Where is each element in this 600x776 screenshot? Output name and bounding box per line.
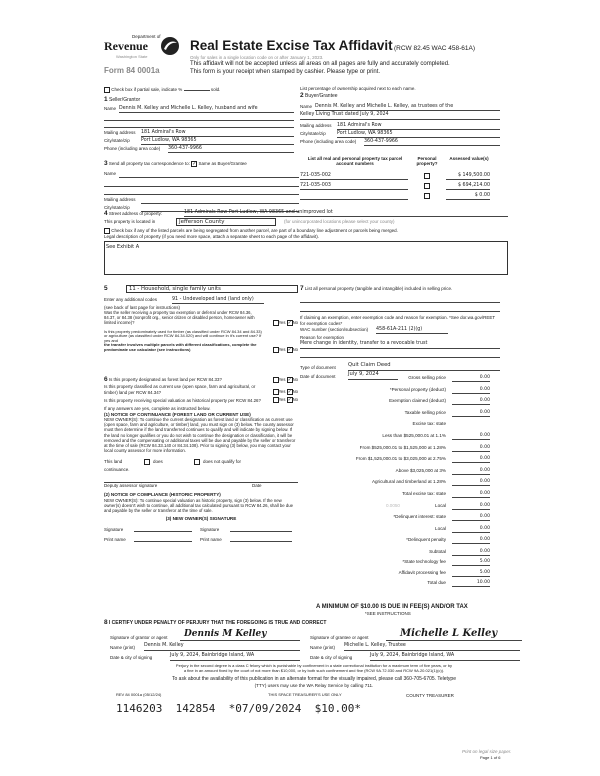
owner-print-name-label-1: Print name xyxy=(104,537,126,543)
no-label: No xyxy=(292,346,298,352)
fee-value-field[interactable]: 5.00 xyxy=(452,570,490,577)
grantee-date-field[interactable]: July 9, 2024, Bainbridge Island, WA xyxy=(370,653,520,661)
fee-row xyxy=(302,445,490,453)
assessed-value-field[interactable]: $ 149,500.00 xyxy=(446,173,490,180)
section-7 xyxy=(300,285,500,381)
does-not-checkbox[interactable] xyxy=(194,459,200,465)
wac-label: WAC number (section/subsection) xyxy=(300,326,369,332)
fee-label: Local xyxy=(435,525,446,531)
seller-name-label: Name xyxy=(104,105,117,111)
fee-value-field[interactable]: 0.00 xyxy=(452,549,490,556)
section-7-number: 7 xyxy=(300,285,304,292)
legal-paper-note: Print on legal size paper. xyxy=(462,749,512,754)
agency-line2: Washington State xyxy=(116,54,148,59)
land-use-code-select[interactable]: 11 - Household, single family units xyxy=(126,285,298,293)
perjury-line1: Perjury in the second degree is a class C felony which is punishable by confinement in a state correctional institution for a maximum term of five years, or by xyxy=(175,663,453,668)
does-label: does xyxy=(153,459,163,465)
fee-value-field[interactable]: 0.00 xyxy=(452,375,490,382)
exemption-claim-text: If claiming an exemption, enter exemption code and reason for exemption. *See dor.wa.gov/REET for exemption codes* xyxy=(300,315,496,326)
correspondence-text: Send all property tax correspondence to: xyxy=(108,161,190,166)
grantee-date-label: Date & city of signing xyxy=(310,654,353,660)
fee-label: Agricultural and timberland at 1.28% xyxy=(371,479,446,485)
does-checkbox[interactable] xyxy=(144,459,150,465)
fee-label: Local xyxy=(435,502,446,508)
fee-value-field[interactable]: 0.00 xyxy=(452,387,490,394)
partial-sale-checkbox[interactable] xyxy=(104,87,110,93)
correspondence-name-field[interactable] xyxy=(119,171,299,178)
parcel-account-field[interactable] xyxy=(300,193,408,200)
see-back-note: (see back of last page for instructions) xyxy=(104,305,181,310)
grantor-date-label: Date & city of signing xyxy=(110,654,153,660)
seller-phone-field[interactable]: 360-437-9966 xyxy=(168,146,294,153)
grantor-date-field[interactable]: July 9, 2024, Bainbridge Island, WA xyxy=(170,653,300,661)
county-select[interactable]: Jefferson County xyxy=(176,218,276,226)
seller-mailing-field[interactable]: 181 Admiral's Row xyxy=(141,130,294,137)
document-type-field[interactable]: Quit Claim Deed xyxy=(348,363,500,371)
parcel-row xyxy=(300,183,500,192)
partial-sale-sold: sold. xyxy=(210,87,221,92)
q-forest-no-checkbox[interactable]: ✓ xyxy=(287,377,292,383)
q-current-use-text: Is this property classified as current use (open space, farm and agricultural, or timber) land per RCW 84.34? xyxy=(104,384,256,395)
correspondence-name-label: Name xyxy=(104,171,117,177)
buyer-heading: Buyer/Grantee xyxy=(305,93,338,99)
parcels-header-list: List all real and personal property tax parcel account numbers xyxy=(307,156,403,167)
q-timber-text: Is this property predominately used for timber (as classified under RCW 84.34 and 84.33) or agriculture (as classified under RCW 84.34.020) and will continue in it's current use? If yes and xyxy=(104,328,262,343)
q-historic-no-checkbox[interactable]: ✓ xyxy=(287,396,292,403)
county-label: This property is located in xyxy=(104,219,156,224)
buyer-city-field[interactable]: Port Ludlow, WA 98365 xyxy=(337,131,500,138)
buyer-name-label: Name xyxy=(300,103,313,109)
fee-row xyxy=(302,421,490,429)
notice-gray: Only for sales in a single location code on or after January 1, 2023. xyxy=(190,55,324,60)
grantee-name-field[interactable]: Michelle L. Kelley, Trustee xyxy=(344,643,520,651)
fee-row xyxy=(302,398,490,406)
q-forest-text: Is this property designated as forest land per RCW 84.33? xyxy=(108,377,222,382)
fee-label: *Delinquent penalty xyxy=(406,537,446,543)
document-date-field[interactable]: July 9, 2024 xyxy=(348,372,398,380)
county-treasurer-label: COUNTY TREASURER xyxy=(406,693,454,698)
legal-description-field[interactable]: See Exhibit A xyxy=(104,241,508,275)
county-hint: (for unincorporated locations please select your county) xyxy=(284,219,395,224)
fee-label: Subtotal xyxy=(429,549,446,554)
continuance-label: continuance. xyxy=(104,467,130,473)
assessed-value-field[interactable]: $ 694,214.00 xyxy=(446,183,490,190)
fee-row xyxy=(302,456,490,464)
seller-section xyxy=(104,96,294,154)
fee-value-field[interactable]: 5.00 xyxy=(452,559,490,566)
notice-line2: This form is your receipt when stamped by cashier. Please type or print. xyxy=(190,69,381,75)
fee-label: Excise tax: state xyxy=(412,421,446,427)
grantor-signature: Dennis M Kelley xyxy=(184,628,267,639)
revenue-logo xyxy=(104,34,184,84)
deputy-signature-label: Deputy assessor signature xyxy=(104,483,158,489)
grantee-name-label: Name (print) xyxy=(310,644,336,650)
buyer-mailing-label: Mailing address xyxy=(300,122,332,128)
fee-label: From $1,525,000.01 to $3,025,000 at 2.75% xyxy=(355,456,446,462)
personal-property-checkbox[interactable] xyxy=(424,193,430,199)
parcel-row xyxy=(300,193,500,202)
personal-property-checkbox[interactable] xyxy=(424,173,430,179)
fee-row xyxy=(302,491,490,499)
buyer-phone-field[interactable]: 360-437-9966 xyxy=(364,139,500,146)
grantee-signature: Michelle L Kelley xyxy=(400,627,498,639)
no-label: No xyxy=(292,319,298,325)
see-instructions-note: *SEE INSTRUCTIONS xyxy=(365,611,411,616)
fee-row xyxy=(302,537,490,545)
correspondence-mailing-label: Mailing address xyxy=(104,197,136,203)
seller-mailing-label: Mailing address xyxy=(104,129,136,135)
fee-value-field[interactable]: 0.00 xyxy=(452,398,490,405)
ownership-note: List percentage of ownership acquired next to each name. xyxy=(300,86,416,91)
fee-label: Affidavit processing fee xyxy=(398,570,446,576)
parcel-account-field[interactable]: 721-035-003 xyxy=(300,183,408,190)
fee-value-field[interactable]: 10.00 xyxy=(452,580,490,587)
section-6 xyxy=(104,376,298,544)
fee-label: *Delinquent interest: state xyxy=(393,514,446,520)
segregation-text: Check box if any of the listed parcels are being segregated from another parcel, are part of a boundary line adjustment or parcels being merged. xyxy=(111,228,398,234)
certify-text: I CERTIFY UNDER PENALTY OF PERJURY THAT THE FOREGOING IS TRUE AND CORRECT xyxy=(108,620,327,626)
correspondence-city-label: City/state/zip xyxy=(104,205,130,211)
fee-row xyxy=(302,375,490,383)
section-5 xyxy=(104,285,298,353)
q-timber-text-bold: the transfer involves multiple parcels with different classifications, complete the predominate use calculator (see instructions) xyxy=(104,342,257,353)
does-not-label: does not qualify for xyxy=(203,459,242,465)
fee-row xyxy=(302,479,490,487)
seller-heading: Seller/Grantor xyxy=(109,97,141,103)
buyer-name-field[interactable]: Dennis M. Kelley and Michelle L. Kelley, as trustees of the xyxy=(315,104,500,111)
section-4 xyxy=(104,210,508,275)
no-label: No xyxy=(292,377,298,383)
notice-continuance-body: NEW OWNER(S): To continue the current designation as forest land or classification as current use (open space, farm and agriculture, or timber) land, you must sign on (3) below. The county assessor must then determine if the land transferred continues to qualify and will indicate by signing below. If the land no longer qualifies or you do not wish to continue the designation or classification, it will be removed and the compensating or additional taxes will be due and payable by the seller or transferor at the time of sale (RCW 84.33.140 or 84.34.108). Prior to signing (3) below, you may contact your local county assessor for more information. xyxy=(104,417,296,454)
correspondence-mailing-field[interactable] xyxy=(141,197,299,204)
reason-field[interactable]: Mere change in identity, transfer to a revocable trust xyxy=(300,341,500,349)
grantor-name-field[interactable]: Dennis M. Kelley xyxy=(144,643,300,651)
fee-row xyxy=(302,468,490,476)
revision-code: REV 84 0001a (05/12/24) xyxy=(116,692,162,697)
partial-sale-label: Check box if partial sale, indicate % xyxy=(111,87,183,92)
owner-signature-label-2: Signature xyxy=(200,527,220,533)
wac-field[interactable]: 458-61A-211 (2)(g) xyxy=(376,327,448,334)
fee-value-field[interactable]: 0.00 xyxy=(452,526,490,533)
assessed-value-field[interactable]: $ 0.00 xyxy=(446,193,490,200)
owner-print-name-field-1[interactable] xyxy=(134,534,192,542)
no-label: No xyxy=(292,396,298,402)
grantor-signature-field[interactable] xyxy=(180,629,300,641)
personal-property-text: List all personal property (tangible and intangible) included in selling price. xyxy=(304,286,453,291)
section-8 xyxy=(104,619,524,663)
yes-label: Yes xyxy=(278,388,286,394)
yes-label: Yes xyxy=(278,396,286,402)
form-title: Real Estate Excise Tax Affidavit xyxy=(190,38,393,53)
buyer-phone-label: Phone (including area code) xyxy=(300,138,357,144)
fee-row xyxy=(302,570,490,578)
yes-label: Yes xyxy=(278,346,286,352)
buyer-name-line2[interactable]: Kelley Living Trust dated July 9, 2024 xyxy=(300,112,500,120)
section-1-number: 1 xyxy=(104,96,108,103)
fee-label: *Personal property (deduct) xyxy=(389,386,446,392)
grantor-signature-label: Signature of grantor or agent xyxy=(110,634,168,640)
accessibility-line2: (TTY) users may use the WA Relay Service by calling 711. xyxy=(254,682,374,688)
fee-value-field[interactable]: 0.00 xyxy=(452,491,490,498)
fee-label: Less than $525,000.01 at 1.1% xyxy=(382,433,446,438)
owner-signature-label-1: Signature xyxy=(104,527,124,533)
fee-row xyxy=(302,433,490,441)
accessibility-notice xyxy=(104,677,524,688)
q-historic-text: Is this property receiving special valuation as historical property per RCW 84.26? xyxy=(104,397,261,403)
fee-label: Above $3,025,000 at 3% xyxy=(395,467,446,473)
section-6-number: 6 xyxy=(104,376,108,383)
parcel-row xyxy=(300,173,500,182)
no-label: No xyxy=(292,388,298,394)
fee-label: *State technology fee xyxy=(402,558,446,564)
fee-value-field[interactable]: 0.00 xyxy=(452,445,490,452)
section-5-number: 5 xyxy=(104,285,108,292)
minimum-due-notice: A MINIMUM OF $10.00 IS DUE IN FEE(S) AND/OR TAX xyxy=(316,604,468,610)
document-type-label: Type of document xyxy=(300,364,336,370)
fee-label: Total due xyxy=(427,579,446,585)
answers-instruction: If any answers are yes, complete as instructed below. xyxy=(104,405,211,411)
owner-signature-field-1[interactable] xyxy=(134,524,192,532)
treasurer-only-label: THIS SPACE TREASURER'S USE ONLY xyxy=(268,692,342,697)
section-2-number: 2 xyxy=(300,92,304,99)
grantor-name-label: Name (print) xyxy=(110,644,136,650)
form-statute: (RCW 82.45 WAC 458-61A) xyxy=(393,45,476,52)
fee-value-field[interactable]: 0.00 xyxy=(452,433,490,440)
section-3-number: 3 xyxy=(104,160,108,167)
fee-label: Taxable selling price xyxy=(404,409,446,415)
fee-row xyxy=(302,410,490,418)
owner-print-name-label-2: Print name xyxy=(200,537,222,543)
notice-line1: This affidavit will not be accepted unless all areas on all pages are fully and accurately completed. xyxy=(190,61,450,67)
street-address-field[interactable]: 181 Admirals Row Port Ludlow, WA 98365 and unimproved lot xyxy=(184,210,508,217)
fee-value-field[interactable]: 0.00 xyxy=(452,537,490,544)
grantee-signature-field[interactable] xyxy=(386,629,522,641)
street-address-label: Street address of property: xyxy=(108,211,163,216)
additional-codes-label: Enter any additional codes xyxy=(104,297,158,302)
yes-label: Yes xyxy=(278,319,286,325)
deputy-date-label: Date xyxy=(252,483,262,489)
fee-row xyxy=(302,580,490,588)
q-timber-no-checkbox[interactable]: ✓ xyxy=(287,346,292,353)
owner-signature-title: (3) NEW OWNER(S) SIGNATURE xyxy=(165,516,237,522)
agency-line1: Department of xyxy=(132,34,161,39)
yes-label: Yes xyxy=(278,377,286,383)
fee-row xyxy=(302,514,490,522)
notice-compliance-title: (2) NOTICE OF COMPLIANCE (HISTORIC PROPERTY) xyxy=(104,492,221,498)
fee-row xyxy=(302,559,490,567)
parcel-account-field[interactable]: 721-035-002 xyxy=(300,173,408,180)
seller-phone-label: Phone (including area code) xyxy=(104,145,161,151)
fee-label: Total excise tax: state xyxy=(402,491,446,496)
legal-description-label: Legal description of property (if you need more space, attach a separate sheet to each page of the affidavit). xyxy=(104,234,320,239)
swoosh-icon xyxy=(160,36,180,56)
document-date-label: Date of document xyxy=(300,373,336,379)
notice-compliance-body: NEW OWNER(S): To continue special valuation as historic property, sign (3) below. If the new owner(s) doesn't wish to continue, all additional tax calculated pursuant to RCW 84.26, shall be due and payable by the seller or transferor at the time of sale. xyxy=(104,497,294,513)
perjury-notice xyxy=(104,664,524,673)
fee-value-field[interactable]: 0.00 xyxy=(452,503,490,510)
personal-property-checkbox[interactable] xyxy=(424,183,430,189)
accessibility-line1: To ask about the availability of this publication in an alternate format for the visually impaired, please call 360-705-6705. Teletype xyxy=(172,676,456,682)
fee-row xyxy=(302,526,490,534)
cashier-stamp: 1146203 142854 *07/09/2024 $10.00* xyxy=(116,702,362,715)
perjury-line2: a fine in an amount fixed by the court of not more than $10,000, or by both such confinement and fine (RCW 9A.72.030 and RCW 9A.20.021(1)(c)). xyxy=(183,667,445,673)
q-current-use-no-checkbox[interactable]: ✓ xyxy=(287,388,292,395)
section-8-number: 8 xyxy=(104,619,108,626)
owner-print-name-field-2[interactable] xyxy=(230,534,292,542)
section-4-number: 4 xyxy=(104,210,108,217)
agency-brand: Revenue xyxy=(104,39,148,53)
seller-name-field[interactable]: Dennis M. Kelley and Michelle L. Kelley, husband and wife xyxy=(119,106,294,113)
fee-row xyxy=(302,387,490,395)
buyer-mailing-field[interactable]: 181 Admiral's Row xyxy=(337,123,500,130)
form-number: Form 84 0001a xyxy=(104,66,160,75)
reason-label: Reason for exemption xyxy=(300,334,345,340)
buyer-section xyxy=(300,92,500,147)
partial-sale-row xyxy=(104,86,304,93)
parcels-header-assessed: Assessed value(s) xyxy=(449,156,489,161)
page-number: Page 1 of 6 xyxy=(480,755,501,760)
buyer-city-label: City/state/zip xyxy=(300,130,326,136)
local-rate: 0.0050 xyxy=(385,502,400,508)
fee-row xyxy=(302,503,490,511)
owner-signature-field-2[interactable] xyxy=(230,524,292,532)
seller-city-label: City/state/zip xyxy=(104,137,130,143)
notice-continuance-title: (1) NOTICE OF CONTINUANCE (FOREST LAND OR CURRENT USE) xyxy=(104,411,251,417)
fee-label: Exemption claimed (deduct) xyxy=(389,398,446,404)
fee-value-field[interactable]: 0.00 xyxy=(452,468,490,475)
this-land-label: This land xyxy=(104,459,123,465)
form-title-block xyxy=(190,38,510,54)
seller-city-field[interactable]: Port Ludlow, WA 98365 xyxy=(141,138,294,145)
fee-value-field[interactable]: 0.00 xyxy=(452,479,490,486)
additional-codes-field[interactable]: 91 - Undeveloped land (land only) xyxy=(172,297,264,304)
fee-row xyxy=(302,549,490,557)
fee-value-field[interactable]: 0.00 xyxy=(452,456,490,463)
same-as-buyer-label: Same as Buyer/Grantee xyxy=(198,161,247,166)
fee-label: Gross selling price xyxy=(408,375,446,380)
fee-label: From $525,000.01 to $1,525,000 at 1.28% xyxy=(359,444,446,450)
q-exemption-text: Was the seller receiving a property tax exemption or deferral under RCW 84.36, 84.37, or 84.38 (nonprofit org., senior citizen or disabled person, homeowner with limited income)? xyxy=(104,310,255,325)
parcels-header-personal: Personal property? xyxy=(416,156,438,167)
same-as-buyer-checkbox[interactable]: ✓ xyxy=(192,160,197,167)
fee-value-field[interactable]: 0.00 xyxy=(452,514,490,521)
grantee-signature-label: Signature of grantee or agent xyxy=(310,634,369,640)
partial-sale-percent[interactable] xyxy=(184,86,210,91)
q-exemption-no-checkbox[interactable]: ✓ xyxy=(287,319,292,326)
correspondence-section xyxy=(104,160,299,213)
fee-value-field[interactable]: 0.00 xyxy=(452,410,490,417)
